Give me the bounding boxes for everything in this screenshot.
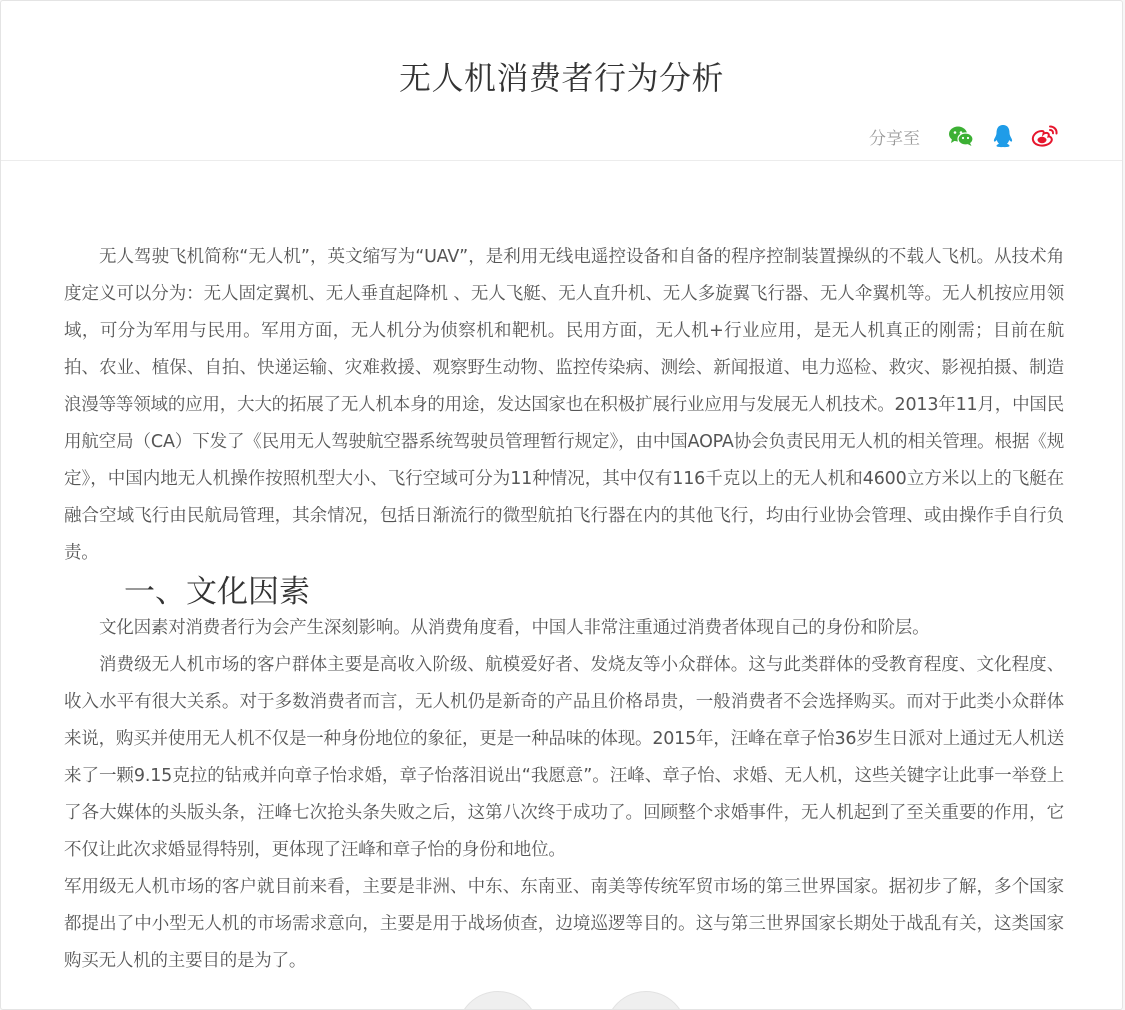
qq-icon[interactable] bbox=[988, 122, 1018, 150]
header-divider bbox=[1, 160, 1122, 161]
article-title: 无人机消费者行为分析 bbox=[398, 59, 724, 97]
decorative-circle bbox=[605, 991, 687, 1010]
consumer-paragraph: 消费级无人机市场的客户群体主要是高收入阶级、航模爱好者、发烧友等小众群体。这与此类群体的受教育程度、文化程度、收入水平有很大关系。对于多数消费者而言，无人机仍是新奇的产品且价格昂贵，一般消费者不会选择购买。而对于此类小众群体来说，购买并使用无人机不仅是一种身份地位的象征，更是一种品味的体现。2015年，汪峰在章子怡36岁生日派对上通过无人机送来了一颗9.15克拉的钻戒并向章子怡求婚，章子怡落泪说出“我愿意”。汪峰、章子怡、求婚、无人机，这些关键字让此事一举登上了各大媒体的头版头条，汪峰七次抢头条失败之后，这第八次终于成功了。回顾整个求婚事件，无人机起到了至关重要的作用，它不仅让此次求婚显得特别，更体现了汪峰和章子怡的身份和地位。 bbox=[64, 655, 1064, 860]
military-paragraph: 军用级无人机市场的客户就目前来看，主要是非洲、中东、东南亚、南美等传统军贸市场的第三世界国家。据初步了解，多个国家都提出了中小型无人机的市场需求意向，主要是用于战场侦查，边境巡逻等目的。这与第三世界国家长期处于战乱有关，这类国家购买无人机的主要目的是为了。 bbox=[64, 877, 1064, 971]
culture-paragraph: 文化因素对消费者行为会产生深刻影响。从消费角度看，中国人非常注重通过消费者体现自己的身份和阶层。 bbox=[99, 618, 930, 638]
share-bar bbox=[869, 122, 1060, 150]
share-label: 分享至 bbox=[869, 128, 920, 149]
bottom-decoration bbox=[1, 991, 1122, 1010]
weibo-icon[interactable] bbox=[1030, 122, 1060, 150]
decorative-circle bbox=[457, 991, 539, 1010]
article-body bbox=[64, 239, 1064, 980]
intro-paragraph: 无人驾驶飞机简称“无人机”，英文缩写为“UAV”，是利用无线电遥控设备和自备的程序控制装置操纵的不载人飞机。从技术角度定义可以分为：无人固定翼机、无人垂直起降机 、无人飞艇、无人直升机、无人多旋翼飞行器、无人伞翼机等。无人机按应用领域，可分为军用与民用。军用方面，无人机分为侦察机和靶机。民用方面，无人机+行业应用，是无人机真正的刚需；目前在航拍、农业、植保、自拍、快递运输、灾难救援、观察野生动物、监控传染病、测绘、新闻报道、电力巡检、救灾、影视拍摄、制造浪漫等等领域的应用，大大的拓展了无人机本身的用途，发达国家也在积极扩展行业应用与发展无人机技术。2013年11月，中国民用航空局（CA）下发了《民用无人驾驶航空器系统驾驶员管理暂行规定》，由中国AOPA协会负责民用无人机的相关管理。根据《规定》，中国内地无人机操作按照机型大小、飞行空域可分为11种情况，其中仅有116千克以上的无人机和4600立方米以上的飞艇在融合空域飞行由民航局管理，其余情况，包括日渐流行的微型航拍飞行器在内的其他飞行，均由行业协会管理、或由操作手自行负责。 bbox=[64, 247, 1064, 563]
section-heading: 一、文化因素 bbox=[124, 574, 310, 610]
wechat-icon[interactable] bbox=[946, 122, 976, 150]
